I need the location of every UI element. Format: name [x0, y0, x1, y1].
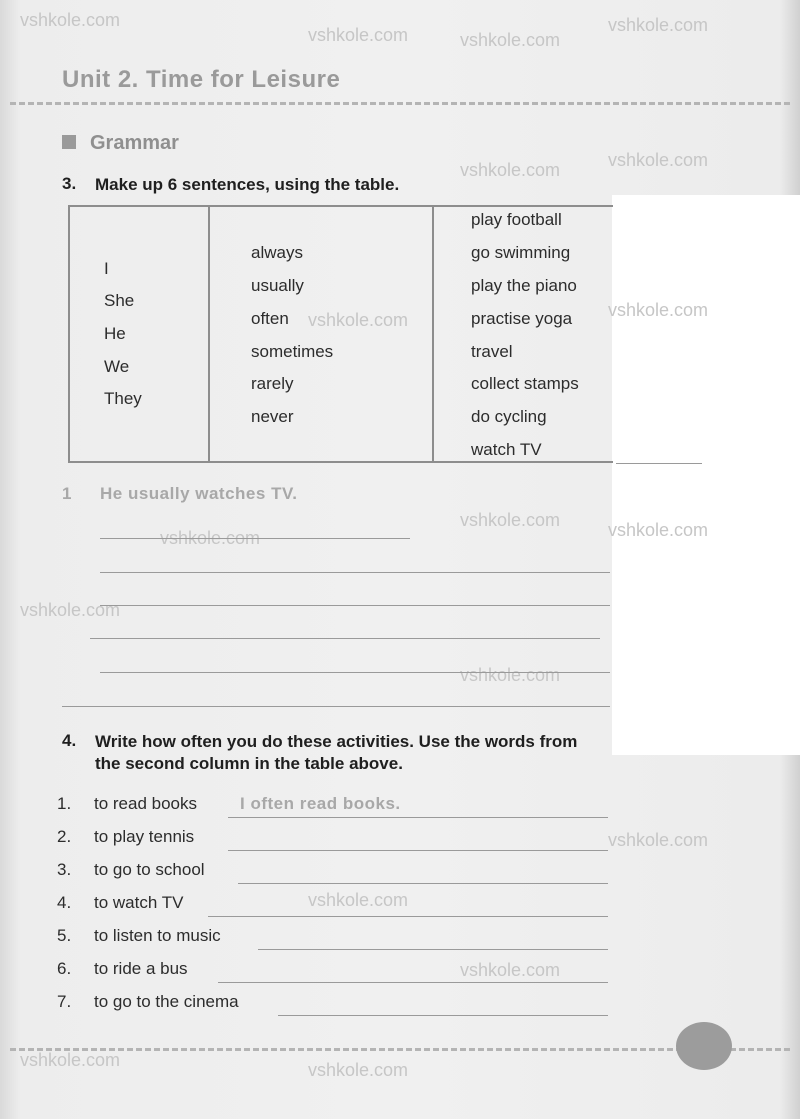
table-column-divider — [432, 205, 434, 463]
list-item — [57, 827, 194, 847]
subject-word: She — [104, 291, 135, 310]
task-4-instruction — [62, 731, 722, 779]
watermark: vshkole.com — [608, 520, 709, 540]
watermark: vshkole.com — [20, 10, 121, 30]
item-text: to play tennis — [94, 827, 195, 846]
answer-line[interactable] — [62, 706, 610, 707]
scan-white-area — [612, 195, 800, 755]
item-number: 5. — [57, 926, 72, 945]
activity-word: practise yoga — [471, 309, 573, 328]
answer-line[interactable] — [228, 817, 608, 818]
answer-line[interactable] — [100, 572, 610, 573]
subject-word: We — [104, 357, 130, 376]
activity-word: go swimming — [471, 243, 571, 262]
adverb-word: usually — [251, 276, 304, 295]
watermark: vshkole.com — [608, 830, 709, 850]
activity-word: watch TV — [471, 440, 542, 459]
answer-line[interactable] — [218, 982, 608, 983]
handwritten-answer[interactable]: He usually watches TV. — [100, 484, 298, 503]
item-number: 1. — [57, 794, 72, 813]
answer-line[interactable] — [100, 672, 610, 673]
activity-word: do cycling — [471, 407, 547, 426]
item-text: to listen to music — [94, 926, 221, 945]
answer-line[interactable] — [100, 538, 410, 539]
watermark: vshkole.com — [20, 1050, 121, 1070]
subject-word: They — [104, 389, 142, 408]
page-number-marker — [676, 1022, 732, 1070]
item-number: 2. — [57, 827, 72, 846]
subject-word: He — [104, 324, 126, 343]
activity-word: collect stamps — [471, 374, 579, 393]
section-title — [62, 132, 179, 155]
watermark: vshkole.com — [308, 890, 409, 910]
handwritten-answer[interactable]: I often read books. — [240, 794, 401, 813]
watermark: vshkole.com — [460, 510, 561, 530]
unit-title: Unit 2. Time for Leisure — [62, 66, 341, 93]
watermark: vshkole.com — [308, 1060, 409, 1080]
table-column-divider — [208, 205, 210, 463]
item-text: to go to the cinema — [94, 992, 239, 1011]
footer-divider — [10, 1048, 790, 1051]
adverb-word: often — [251, 309, 289, 328]
answer-line[interactable] — [278, 1015, 608, 1016]
watermark: vshkole.com — [460, 960, 561, 980]
task-3-instruction — [62, 174, 622, 198]
table-left-border — [68, 205, 70, 463]
answer-line[interactable] — [208, 916, 608, 917]
answer-line — [616, 463, 702, 464]
item-number: 7. — [57, 992, 72, 1011]
task-text: Write how often you do these activities. Use the words from — [95, 732, 578, 751]
adverb-word: rarely — [251, 374, 294, 393]
item-number: 4. — [57, 893, 72, 912]
answer-line[interactable] — [238, 883, 608, 884]
table-top-border — [68, 205, 613, 207]
watermark: vshkole.com — [460, 160, 561, 180]
list-item — [57, 860, 205, 880]
watermark: vshkole.com — [608, 150, 709, 170]
section-bullet-icon — [62, 135, 76, 149]
watermark: vshkole.com — [460, 665, 561, 685]
answer-line[interactable] — [100, 605, 610, 606]
table-bottom-border — [68, 461, 613, 463]
answer-line[interactable] — [258, 949, 608, 950]
adverb-word: never — [251, 407, 294, 426]
item-number: 3. — [57, 860, 72, 879]
activity-word: travel — [471, 342, 513, 361]
watermark: vshkole.com — [160, 528, 261, 548]
activity-word: play the piano — [471, 276, 577, 295]
list-item — [57, 992, 239, 1012]
watermark: vshkole.com — [20, 600, 121, 620]
list-item — [57, 959, 188, 979]
activity-word: play football — [471, 210, 562, 229]
answer-line[interactable] — [228, 850, 608, 851]
adverb-word: always — [251, 243, 303, 262]
list-item — [57, 926, 221, 946]
watermark: vshkole.com — [308, 310, 409, 330]
answer-number: 1 — [62, 484, 72, 503]
watermark: vshkole.com — [460, 30, 561, 50]
item-number: 6. — [57, 959, 72, 978]
answer-line[interactable] — [90, 638, 600, 639]
adverb-word: sometimes — [251, 342, 334, 361]
list-item — [57, 794, 197, 814]
sentence-table — [68, 205, 613, 463]
header-divider — [10, 102, 790, 105]
watermark: vshkole.com — [608, 15, 709, 35]
task-number: 4. — [62, 731, 77, 750]
task-text: Make up 6 sentences, using the table. — [95, 175, 400, 194]
subject-word: I — [104, 259, 109, 278]
section-title-text: Grammar — [90, 132, 179, 154]
list-item — [57, 893, 183, 913]
task-text: the second column in the table above. — [95, 754, 403, 773]
item-text: to ride a bus — [94, 959, 188, 978]
watermark: vshkole.com — [308, 25, 409, 45]
task-number: 3. — [62, 174, 77, 193]
item-text: to go to school — [94, 860, 205, 879]
watermark: vshkole.com — [608, 300, 709, 320]
item-text: to read books — [94, 794, 198, 813]
item-text: to watch TV — [94, 893, 184, 912]
